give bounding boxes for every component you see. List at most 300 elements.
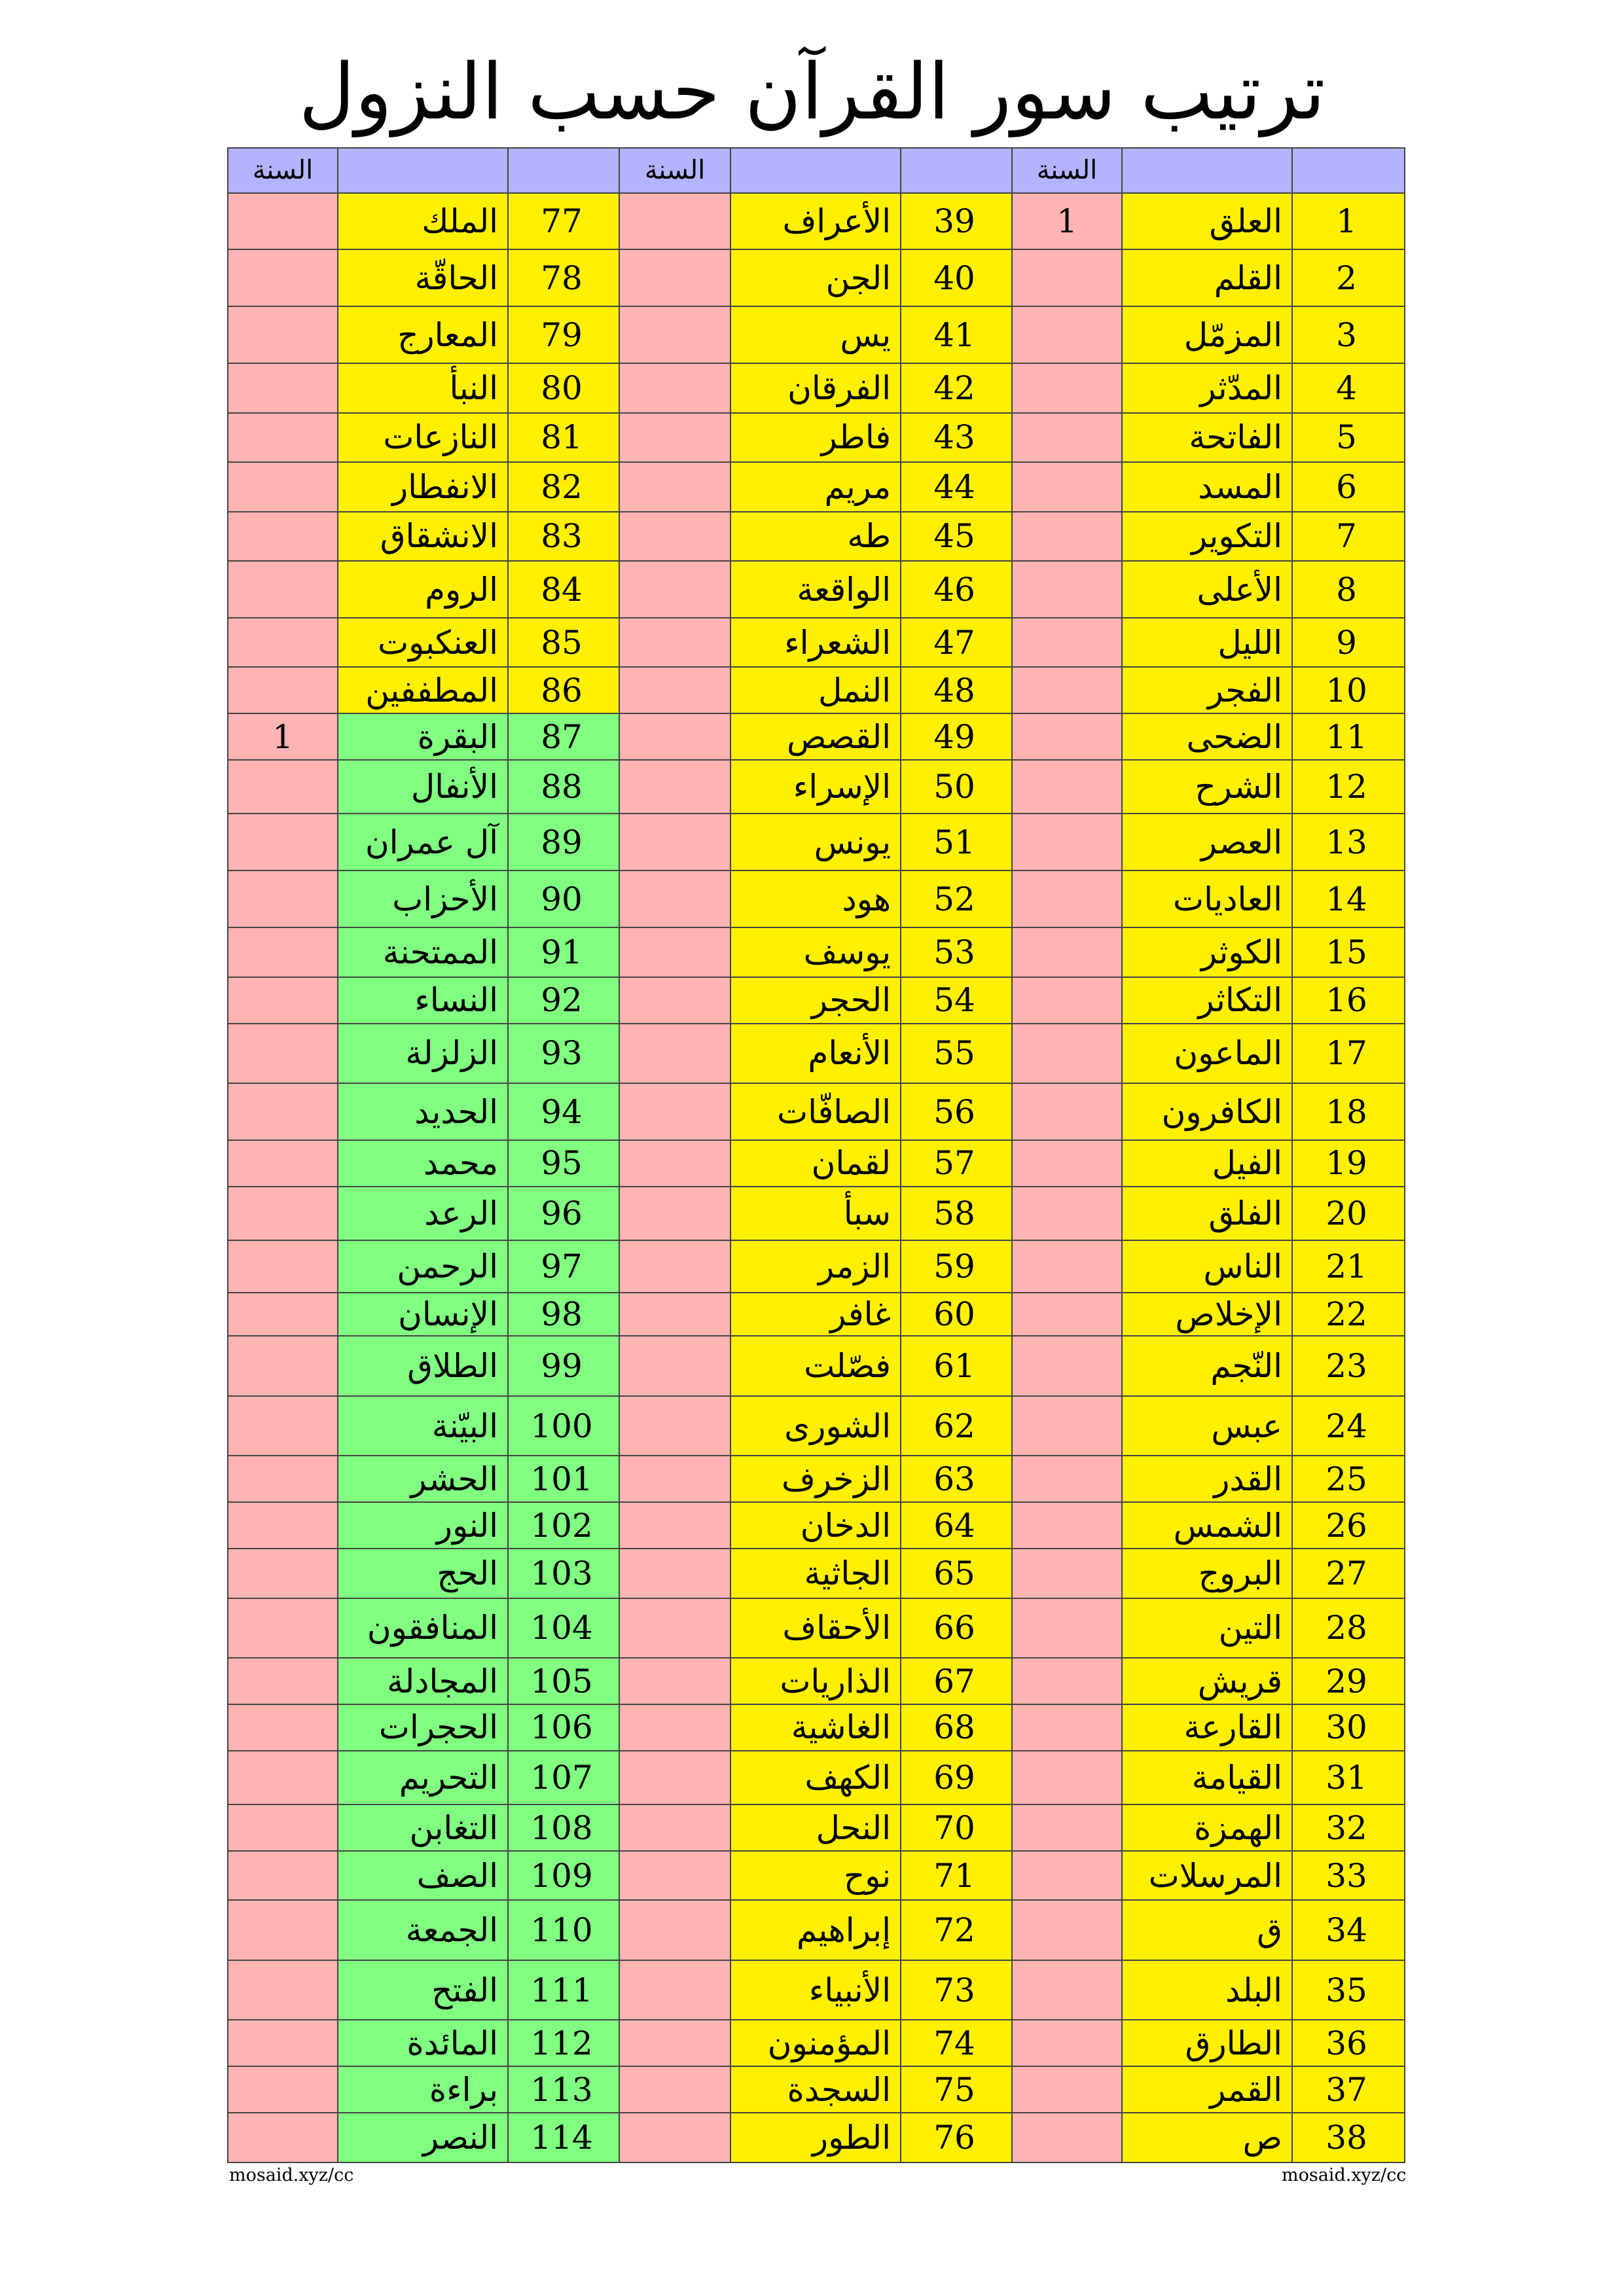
surah-name-cell: الشورى: [731, 1396, 901, 1456]
revelation-order-cell: 9: [1292, 618, 1405, 667]
revelation-order-cell: 4: [1292, 363, 1405, 412]
header-year-cell: السنة: [228, 148, 338, 193]
revelation-order-cell: 102: [508, 1502, 619, 1549]
revelation-order-cell: 87: [508, 713, 619, 760]
surah-name-cell: الضحى: [1122, 713, 1292, 760]
year-cell: [619, 2113, 731, 2162]
revelation-order-cell: 106: [508, 1704, 619, 1751]
header-number-cell: [508, 148, 619, 193]
table-row: [228, 1851, 1405, 1900]
table-row: [228, 713, 1405, 760]
revelation-order-cell: 68: [901, 1704, 1012, 1751]
year-cell: [1012, 1140, 1122, 1187]
surah-name-cell: الزلزلة: [338, 1024, 508, 1083]
footer-source-right: mosaid.xyz/cc: [1282, 2165, 1407, 2185]
table-row: [228, 1140, 1405, 1187]
revelation-order-cell: 25: [1292, 1456, 1405, 1502]
revelation-order-cell: 52: [901, 870, 1012, 927]
surah-name-cell: النساء: [338, 977, 508, 1024]
revelation-order-cell: 103: [508, 1549, 619, 1598]
revelation-order-cell: 112: [508, 2020, 619, 2066]
revelation-order-cell: 49: [901, 713, 1012, 760]
table-row: [228, 363, 1405, 412]
revelation-order-cell: 33: [1292, 1851, 1405, 1900]
surah-name-cell: التين: [1122, 1598, 1292, 1658]
revelation-order-cell: 57: [901, 1140, 1012, 1187]
revelation-order-cell: 37: [1292, 2066, 1405, 2113]
surah-name-cell: الرعد: [338, 1187, 508, 1240]
surah-name-cell: العنكبوت: [338, 618, 508, 667]
surah-name-cell: الإسراء: [731, 760, 901, 814]
year-cell: [228, 927, 338, 977]
revelation-order-cell: 83: [508, 512, 619, 561]
year-cell: [228, 1083, 338, 1140]
surah-name-cell: المسد: [1122, 462, 1292, 511]
year-cell: [1012, 713, 1122, 760]
year-cell: [619, 1900, 731, 1960]
revelation-order-cell: 61: [901, 1336, 1012, 1395]
surah-name-cell: الطارق: [1122, 2020, 1292, 2066]
page-title: ترتيب سور القرآن حسب النزول: [298, 46, 1326, 137]
revelation-order-table: [227, 147, 1405, 2163]
surah-name-cell: العصر: [1122, 814, 1292, 870]
surah-name-cell: الفيل: [1122, 1140, 1292, 1187]
surah-name-cell: الطور: [731, 2113, 901, 2162]
surah-name-cell: النحل: [731, 1804, 901, 1851]
surah-name-cell: الفتح: [338, 1960, 508, 2020]
revelation-order-cell: 114: [508, 2113, 619, 2162]
table-row: [228, 1293, 1405, 1336]
surah-name-cell: الحجرات: [338, 1704, 508, 1751]
year-cell: [619, 1549, 731, 1598]
surah-name-cell: الانفطار: [338, 462, 508, 511]
year-cell: [619, 1083, 731, 1140]
surah-name-cell: الأعلى: [1122, 561, 1292, 618]
table-header-row: [228, 148, 1405, 193]
revelation-order-cell: 6: [1292, 462, 1405, 511]
surah-name-cell: القدر: [1122, 1456, 1292, 1502]
year-cell: [228, 1704, 338, 1751]
year-cell: [1012, 814, 1122, 870]
revelation-order-cell: 90: [508, 870, 619, 927]
revelation-order-cell: 60: [901, 1293, 1012, 1336]
revelation-order-cell: 41: [901, 306, 1012, 363]
surah-name-cell: غافر: [731, 1293, 901, 1336]
surah-name-cell: يوسف: [731, 927, 901, 977]
surah-name-cell: النبأ: [338, 363, 508, 412]
surah-name-cell: هود: [731, 870, 901, 927]
revelation-order-cell: 22: [1292, 1293, 1405, 1336]
revelation-order-cell: 7: [1292, 512, 1405, 561]
revelation-order-cell: 24: [1292, 1396, 1405, 1456]
year-cell: [619, 618, 731, 667]
surah-name-cell: الفرقان: [731, 363, 901, 412]
year-cell: [228, 1024, 338, 1083]
revelation-order-cell: 11: [1292, 713, 1405, 760]
year-cell: [228, 760, 338, 814]
year-cell: [1012, 1751, 1122, 1804]
revelation-order-cell: 99: [508, 1336, 619, 1395]
revelation-order-cell: 76: [901, 2113, 1012, 2162]
table-row: [228, 1598, 1405, 1658]
revelation-order-cell: 86: [508, 667, 619, 713]
surah-name-cell: إبراهيم: [731, 1900, 901, 1960]
revelation-order-cell: 70: [901, 1804, 1012, 1851]
year-cell: [228, 363, 338, 412]
surah-name-cell: المجادلة: [338, 1658, 508, 1704]
year-cell: [228, 1851, 338, 1900]
year-cell: [1012, 1456, 1122, 1502]
year-cell: [228, 1751, 338, 1804]
revelation-order-cell: 98: [508, 1293, 619, 1336]
surah-name-cell: البلد: [1122, 1960, 1292, 2020]
surah-name-cell: الجمعة: [338, 1900, 508, 1960]
table-row: [228, 2020, 1405, 2066]
surah-name-cell: الناس: [1122, 1240, 1292, 1293]
year-cell: [228, 1900, 338, 1960]
surah-name-cell: المعارج: [338, 306, 508, 363]
surah-name-cell: الغاشية: [731, 1704, 901, 1751]
table-row: [228, 2113, 1405, 2162]
year-cell: [619, 1751, 731, 1804]
surah-name-cell: التغابن: [338, 1804, 508, 1851]
surah-name-cell: البروج: [1122, 1549, 1292, 1598]
revelation-order-cell: 67: [901, 1658, 1012, 1704]
surah-name-cell: المطففين: [338, 667, 508, 713]
surah-name-cell: فاطر: [731, 413, 901, 462]
year-cell: [619, 977, 731, 1024]
revelation-order-cell: 30: [1292, 1704, 1405, 1751]
year-cell: [228, 413, 338, 462]
surah-name-cell: النمل: [731, 667, 901, 713]
surah-name-cell: مريم: [731, 462, 901, 511]
surah-name-cell: الذاريات: [731, 1658, 901, 1704]
year-cell: [619, 1804, 731, 1851]
surah-name-cell: الممتحنة: [338, 927, 508, 977]
table-row: [228, 1187, 1405, 1240]
revelation-order-cell: 18: [1292, 1083, 1405, 1140]
year-cell: [1012, 306, 1122, 363]
year-cell: [619, 249, 731, 306]
revelation-order-cell: 32: [1292, 1804, 1405, 1851]
year-cell: [1012, 870, 1122, 927]
revelation-order-cell: 8: [1292, 561, 1405, 618]
revelation-order-cell: 107: [508, 1751, 619, 1804]
revelation-order-cell: 35: [1292, 1960, 1405, 2020]
revelation-order-cell: 78: [508, 249, 619, 306]
year-cell: [1012, 2020, 1122, 2066]
revelation-order-cell: 2: [1292, 249, 1405, 306]
surah-name-cell: النصر: [338, 2113, 508, 2162]
revelation-order-cell: 44: [901, 462, 1012, 511]
revelation-order-cell: 64: [901, 1502, 1012, 1549]
surah-name-cell: المنافقون: [338, 1598, 508, 1658]
surah-name-cell: الحاقّة: [338, 249, 508, 306]
surah-name-cell: العاديات: [1122, 870, 1292, 927]
year-cell: [228, 561, 338, 618]
surah-name-cell: الروم: [338, 561, 508, 618]
revelation-order-cell: 46: [901, 561, 1012, 618]
revelation-order-cell: 3: [1292, 306, 1405, 363]
year-cell: [228, 2066, 338, 2113]
revelation-order-cell: 113: [508, 2066, 619, 2113]
year-cell: [619, 1658, 731, 1704]
table-row: [228, 1083, 1405, 1140]
header-surah-cell: [338, 148, 508, 193]
revelation-order-cell: 96: [508, 1187, 619, 1240]
table-row: [228, 814, 1405, 870]
year-cell: [1012, 1598, 1122, 1658]
revelation-order-cell: 95: [508, 1140, 619, 1187]
surah-name-cell: ق: [1122, 1900, 1292, 1960]
year-cell: [1012, 1960, 1122, 2020]
year-cell: [1012, 363, 1122, 412]
surah-name-cell: الصف: [338, 1851, 508, 1900]
revelation-order-cell: 5: [1292, 413, 1405, 462]
revelation-order-cell: 109: [508, 1851, 619, 1900]
year-cell: [1012, 413, 1122, 462]
surah-name-cell: الإخلاص: [1122, 1293, 1292, 1336]
table-row: [228, 512, 1405, 561]
year-cell: 1: [1012, 193, 1122, 250]
surah-name-cell: السجدة: [731, 2066, 901, 2113]
surah-name-cell: الأحزاب: [338, 870, 508, 927]
revelation-order-cell: 56: [901, 1083, 1012, 1140]
year-cell: [619, 1502, 731, 1549]
surah-name-cell: الأنعام: [731, 1024, 901, 1083]
year-cell: [1012, 1187, 1122, 1240]
surah-name-cell: الأعراف: [731, 193, 901, 250]
year-cell: [619, 1336, 731, 1395]
revelation-order-cell: 100: [508, 1396, 619, 1456]
revelation-order-cell: 27: [1292, 1549, 1405, 1598]
revelation-order-cell: 29: [1292, 1658, 1405, 1704]
revelation-order-cell: 50: [901, 760, 1012, 814]
year-cell: [228, 249, 338, 306]
surah-name-cell: الطلاق: [338, 1336, 508, 1395]
revelation-order-cell: 20: [1292, 1187, 1405, 1240]
surah-name-cell: المرسلات: [1122, 1851, 1292, 1900]
year-cell: [1012, 1336, 1122, 1395]
surah-name-cell: المؤمنون: [731, 2020, 901, 2066]
revelation-order-cell: 21: [1292, 1240, 1405, 1293]
surah-name-cell: المزمّل: [1122, 306, 1292, 363]
table-row: [228, 249, 1405, 306]
year-cell: [1012, 1293, 1122, 1336]
year-cell: [619, 363, 731, 412]
revelation-order-cell: 1: [1292, 193, 1405, 250]
surah-name-cell: الفلق: [1122, 1187, 1292, 1240]
year-cell: [619, 1456, 731, 1502]
year-cell: [228, 1598, 338, 1658]
surah-name-cell: الكهف: [731, 1751, 901, 1804]
year-cell: [228, 2020, 338, 2066]
surah-name-cell: الأنفال: [338, 760, 508, 814]
year-cell: [619, 1140, 731, 1187]
table-row: [228, 1900, 1405, 1960]
year-cell: [228, 814, 338, 870]
surah-name-cell: الماعون: [1122, 1024, 1292, 1083]
table-row: [228, 1456, 1405, 1502]
year-cell: [619, 306, 731, 363]
year-cell: [228, 1804, 338, 1851]
surah-name-cell: الدخان: [731, 1502, 901, 1549]
year-cell: [1012, 1024, 1122, 1083]
surah-name-cell: الليل: [1122, 618, 1292, 667]
table-row: [228, 760, 1405, 814]
revelation-order-cell: 48: [901, 667, 1012, 713]
year-cell: [1012, 618, 1122, 667]
table-row: [228, 667, 1405, 713]
year-cell: [619, 927, 731, 977]
revelation-order-cell: 91: [508, 927, 619, 977]
revelation-order-cell: 58: [901, 1187, 1012, 1240]
revelation-order-cell: 40: [901, 249, 1012, 306]
surah-name-cell: سبأ: [731, 1187, 901, 1240]
surah-name-cell: البقرة: [338, 713, 508, 760]
year-cell: [228, 1293, 338, 1336]
revelation-order-cell: 31: [1292, 1751, 1405, 1804]
year-cell: [228, 977, 338, 1024]
year-cell: [228, 1396, 338, 1456]
revelation-order-cell: 80: [508, 363, 619, 412]
table-row: [228, 1549, 1405, 1598]
revelation-order-cell: 97: [508, 1240, 619, 1293]
year-cell: [228, 1140, 338, 1187]
year-cell: [1012, 1396, 1122, 1456]
year-cell: [619, 870, 731, 927]
year-cell: [619, 1960, 731, 2020]
surah-name-cell: ص: [1122, 2113, 1292, 2162]
table-row: [228, 1240, 1405, 1293]
surah-name-cell: الكوثر: [1122, 927, 1292, 977]
revelation-order-cell: 13: [1292, 814, 1405, 870]
year-cell: [1012, 561, 1122, 618]
revelation-order-cell: 84: [508, 561, 619, 618]
revelation-order-cell: 73: [901, 1960, 1012, 2020]
revelation-order-cell: 101: [508, 1456, 619, 1502]
revelation-order-cell: 104: [508, 1598, 619, 1658]
year-cell: [1012, 1083, 1122, 1140]
surah-name-cell: العلق: [1122, 193, 1292, 250]
revelation-order-cell: 54: [901, 977, 1012, 1024]
revelation-order-cell: 71: [901, 1851, 1012, 1900]
revelation-order-cell: 51: [901, 814, 1012, 870]
surah-name-cell: النازعات: [338, 413, 508, 462]
surah-name-cell: الأحقاف: [731, 1598, 901, 1658]
year-cell: [1012, 2113, 1122, 2162]
revelation-order-cell: 66: [901, 1598, 1012, 1658]
year-cell: [619, 1240, 731, 1293]
year-cell: [619, 413, 731, 462]
revelation-order-cell: 69: [901, 1751, 1012, 1804]
surah-name-cell: الفجر: [1122, 667, 1292, 713]
revelation-order-cell: 47: [901, 618, 1012, 667]
year-cell: [619, 713, 731, 760]
surah-name-cell: المدّثر: [1122, 363, 1292, 412]
header-number-cell: [901, 148, 1012, 193]
year-cell: [228, 1502, 338, 1549]
revelation-order-cell: 105: [508, 1658, 619, 1704]
table-row: [228, 977, 1405, 1024]
table-row: [228, 462, 1405, 511]
year-cell: [619, 462, 731, 511]
year-cell: [619, 2066, 731, 2113]
table-row: [228, 1502, 1405, 1549]
revelation-order-cell: 16: [1292, 977, 1405, 1024]
revelation-order-cell: 110: [508, 1900, 619, 1960]
surah-name-cell: الشمس: [1122, 1502, 1292, 1549]
year-cell: [228, 618, 338, 667]
revelation-order-cell: 93: [508, 1024, 619, 1083]
surah-name-cell: التكاثر: [1122, 977, 1292, 1024]
year-cell: [619, 1396, 731, 1456]
surah-name-cell: الشرح: [1122, 760, 1292, 814]
revelation-order-cell: 45: [901, 512, 1012, 561]
revelation-order-cell: 89: [508, 814, 619, 870]
year-cell: [1012, 2066, 1122, 2113]
revelation-order-cell: 17: [1292, 1024, 1405, 1083]
year-cell: [619, 561, 731, 618]
year-cell: [228, 1240, 338, 1293]
surah-name-cell: محمد: [338, 1140, 508, 1187]
surah-name-cell: البيّنة: [338, 1396, 508, 1456]
surah-name-cell: الهمزة: [1122, 1804, 1292, 1851]
surah-name-cell: الحشر: [338, 1456, 508, 1502]
year-cell: [619, 1851, 731, 1900]
surah-name-cell: الحديد: [338, 1083, 508, 1140]
year-cell: [619, 1293, 731, 1336]
table-row: [228, 618, 1405, 667]
surah-name-cell: عبس: [1122, 1396, 1292, 1456]
revelation-order-cell: 43: [901, 413, 1012, 462]
surah-name-cell: القمر: [1122, 2066, 1292, 2113]
year-cell: [228, 1187, 338, 1240]
surah-name-cell: طه: [731, 512, 901, 561]
year-cell: [228, 870, 338, 927]
revelation-order-cell: 23: [1292, 1336, 1405, 1395]
year-cell: [228, 1549, 338, 1598]
table-row: [228, 561, 1405, 618]
surah-name-cell: الحجر: [731, 977, 901, 1024]
revelation-order-cell: 36: [1292, 2020, 1405, 2066]
revelation-order-cell: 63: [901, 1456, 1012, 1502]
header-surah-cell: [1122, 148, 1292, 193]
surah-name-cell: الواقعة: [731, 561, 901, 618]
table-row: [228, 413, 1405, 462]
revelation-order-cell: 14: [1292, 870, 1405, 927]
surah-name-cell: الزمر: [731, 1240, 901, 1293]
revelation-order-cell: 10: [1292, 667, 1405, 713]
year-cell: [1012, 977, 1122, 1024]
revelation-order-cell: 62: [901, 1396, 1012, 1456]
table-row: [228, 1396, 1405, 1456]
year-cell: [228, 2113, 338, 2162]
revelation-order-cell: 15: [1292, 927, 1405, 977]
year-cell: [1012, 1704, 1122, 1751]
table-row: [228, 1336, 1405, 1395]
year-cell: [1012, 927, 1122, 977]
year-cell: [1012, 512, 1122, 561]
header-surah-cell: [731, 148, 901, 193]
table-row: [228, 870, 1405, 927]
surah-name-cell: الإنسان: [338, 1293, 508, 1336]
surah-name-cell: النّجم: [1122, 1336, 1292, 1395]
year-cell: [619, 760, 731, 814]
revelation-order-cell: 108: [508, 1804, 619, 1851]
revelation-order-cell: 59: [901, 1240, 1012, 1293]
surah-name-cell: فصّلت: [731, 1336, 901, 1395]
